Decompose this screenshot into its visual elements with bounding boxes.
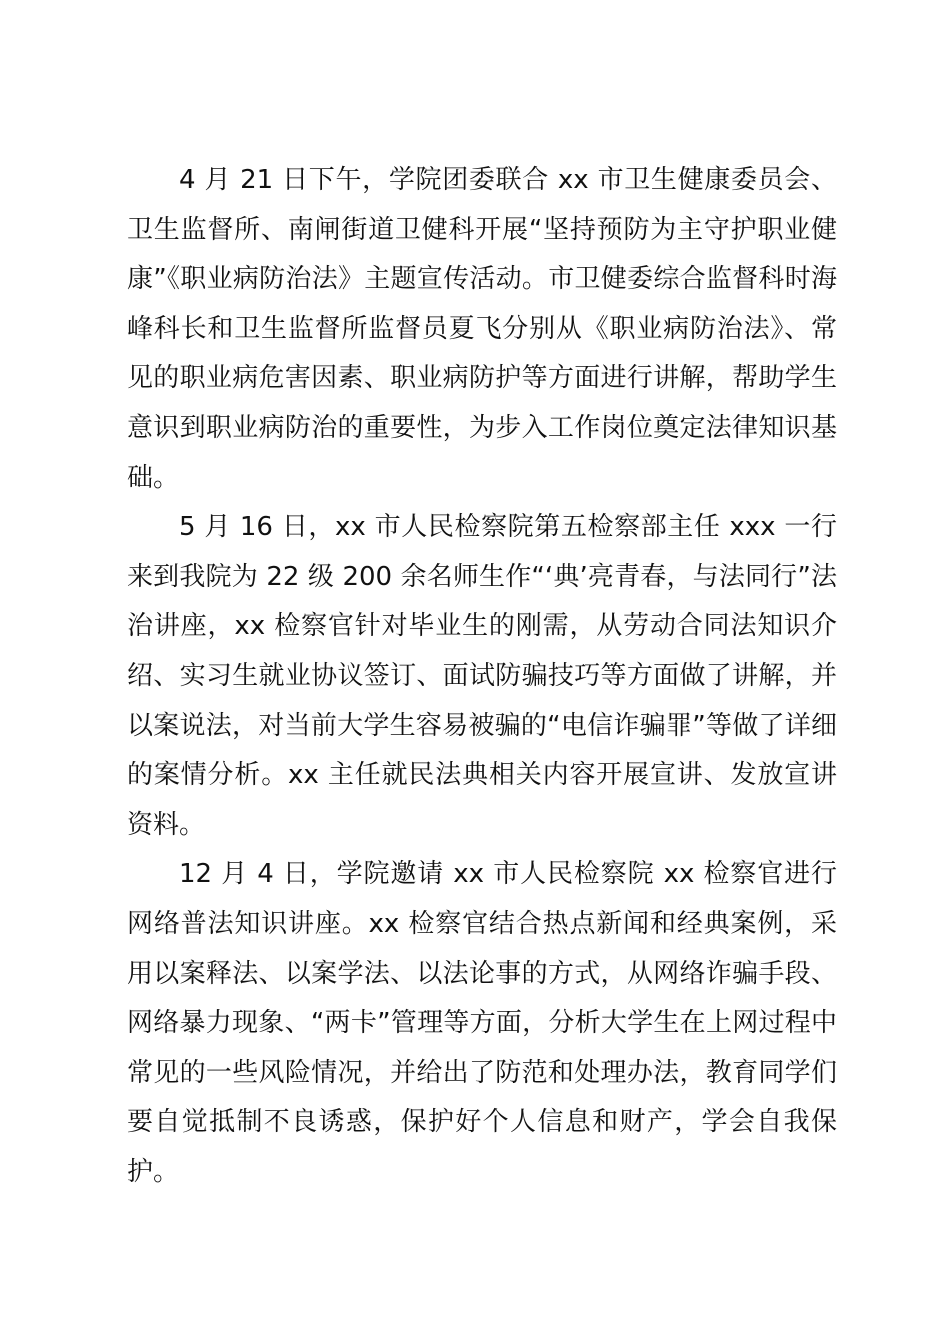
paragraph-may-16-lecture: 5 月 16 日，xx 市人民检察院第五检察部主任 xxx 一行来到我院为 22 级 200 余名师生作“‘典’亮青春，与法同行”法治讲座，xx 检察官针对毕业生的刚需，从劳动合同法知识介绍、实习生就业协议签订、面试防骗技巧等方面做了讲解，并以案说法，对当前大学生容易被骗的“电信诈骗罪”等做了详细的案情分析。xx 主任就民法典相关内容开展宣讲、发放宣讲资料。 <box>127 512 837 840</box>
paragraph-dec-4-lecture: 12 月 4 日，学院邀请 xx 市人民检察院 xx 检察官进行网络普法知识讲座。xx 检察官结合热点新闻和经典案例，采用以案释法、以案学法、以法论事的方式，从网络诈骗手段、网络暴力现象、“两卡”管理等方面，分析大学生在上网过程中常见的一些风险情况，并给出了防范和处理办法，教育同学们要自觉抵制不良诱惑，保护好个人信息和财产，学会自我保护。 <box>127 859 837 1187</box>
document-body <box>127 156 837 1197</box>
paragraph-april-21-event: 4 月 21 日下午，学院团委联合 xx 市卫生健康委员会、卫生监督所、南闸街道卫健科开展“坚持预防为主守护职业健康”《职业病防治法》主题宣传活动。市卫健委综合监督科时海峰科长和卫生监督所监督员夏飞分别从《职业病防治法》、常见的职业病危害因素、职业病防护等方面进行讲解，帮助学生意识到职业病防治的重要性，为步入工作岗位奠定法律知识基础。 <box>127 165 837 493</box>
